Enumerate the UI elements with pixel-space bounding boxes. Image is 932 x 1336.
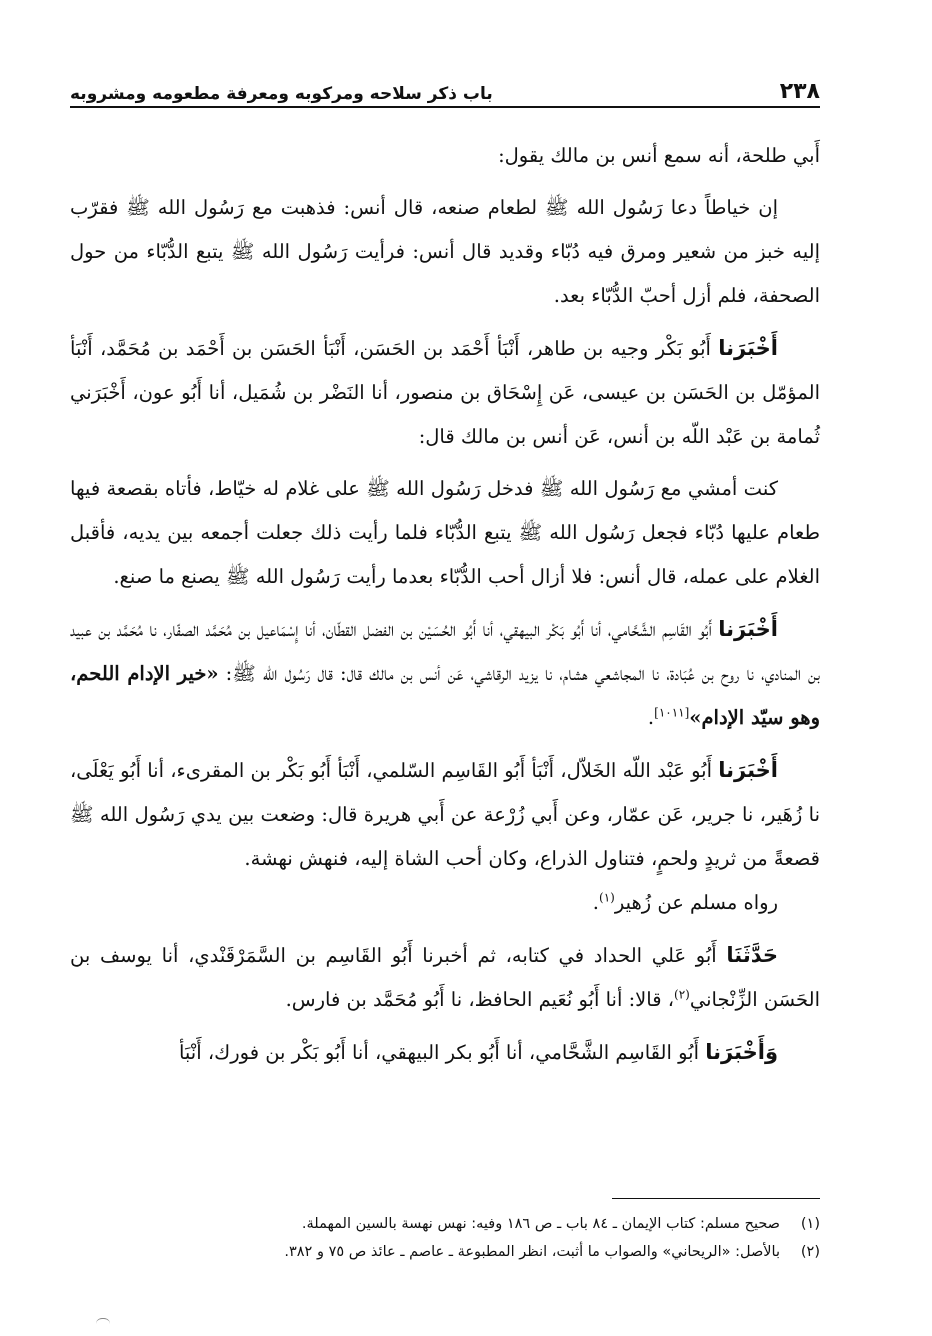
footnote-number: (٢) <box>800 1244 820 1260</box>
main-text <box>70 134 820 1075</box>
footnote-ref-1[interactable]: (١) <box>599 890 615 905</box>
paragraph-7-end: . <box>592 891 599 914</box>
running-head <box>70 70 820 104</box>
paragraph-5 <box>70 607 820 740</box>
paragraph-7 <box>70 881 820 925</box>
paragraph-1: أَبي طلحة، أنه سمع أنس بن مالك يقول: <box>498 144 820 167</box>
paragraph-7-text: رواه مسلم عن زُهير <box>614 891 778 914</box>
footnotes <box>70 1210 820 1266</box>
paragraph-4: كنت أمشي مع رَسُول الله ﷺ فدخل رَسُول الله ﷺ على غلام له خيّاط، فأتاه بقصعة فيها طعام عليها دُبّاء فجعل رَسُول الله ﷺ يتبع الدُّبّاء فلما رأيت ذلك جعلت أجمعه بين يديه، فأقبل الغلام على عمله، قال أنس: فلا أزال أحب الدُّبّاء بعدما رأيت رَسُول الله ﷺ يصنع ما صنع. <box>70 477 820 588</box>
footnote-ref-2[interactable]: (٢) <box>674 987 690 1002</box>
paragraph-8-end: ، قالا: أنا أَبُو نُعَيم الحافظ، نا أَبُو مُحَمَّد بن فارس. <box>285 988 675 1011</box>
footnote-text: صحيح مسلم: كتاب الإيمان ـ ٨٤ باب ـ ص ١٨٦ وفيه: نهس نهسة بالسين المهملة. <box>301 1216 780 1232</box>
hadith-number: [١٠١١] <box>654 705 690 720</box>
page-corner-mark <box>96 1318 110 1325</box>
paragraph-6 <box>70 748 820 881</box>
paragraph-6-text: أَبُو عَبْد اللّه الخَلاّل، أَنْبَأ أَبُو القَاسِم السّلمي، أَنْبَأ أَبُو بَكْر بن المقرىء، أنا أَبُو يَعْلَى، نا زُهَير، نا جرير، عَن عمّار، وعن أَبي زُرْعة عن أَبي هريرة قال: وضعت بين يدي رَسُول الله ﷺ قصعةً من ثريدٍ ولحمٍ، فتناول الذراع، وكان أحب الشاة إليه، فنهش نهشة. <box>70 759 820 870</box>
header-rule <box>70 106 820 108</box>
paragraph-5-end: . <box>647 706 655 729</box>
narration-keyword: وَأَخْبَرَنا <box>705 1040 778 1064</box>
paragraph-3 <box>70 326 820 459</box>
paragraph-8 <box>70 933 820 1022</box>
narration-keyword: أَخْبَرَنا <box>718 336 778 360</box>
footnote-text: بالأصل: «الريحاني» والصواب ما أثبت، انظر المطبوعة ـ عاصم ـ عائذ ص ٧٥ و ٣٨٢. <box>284 1244 780 1260</box>
page-number: ٢٣٨ <box>779 79 820 104</box>
chapter-title: باب ذكر سلاحه ومركوبه ومعرفة مطعومه ومشروبه <box>70 84 493 104</box>
narration-keyword: أَخْبَرَنا <box>718 617 778 641</box>
footnote-2 <box>70 1238 820 1266</box>
paragraph-9 <box>70 1030 820 1075</box>
narration-keyword: حَدَّثَنَا <box>726 943 778 967</box>
footnote-1 <box>70 1210 820 1238</box>
paragraph-8-text: أَبُو عَلي الحداد في كتابه، ثم أخبرنا أَبُو القَاسِم بن السَّمَرْقَنْدي، أنا يوسف بن الحَسَن الزِّنْجاني <box>70 944 820 1011</box>
paragraph-5-text: أَبُو القَاسِم الشَّحَّامي، أنا أَبُو بَكْر البيهقي، أنا أَبُو الحُسَيْن بن الفضل القطّان، أنا إِسْمَاعيل بن مُحَمَّد الصفّار، نا مُحَمَّد بن عبيد بن المنادي، نا روح بن عُبَادة، نا المجاشعي هشام، نا يزيد الرقاشي، عَن أنس بن مالك قال: قال رَسُول الله ﷺ: <box>70 618 820 685</box>
narration-keyword: أَخْبَرَنا <box>718 758 778 782</box>
paragraph-3-text: أَبُو بَكْر وجيه بن طاهر، أَنْبَأ أَحْمَد بن الحَسَن، أَنْبَأ الحَسَن بن أَحْمَد بن مُحَمَّد، أَنْبَأ المؤمّل بن الحَسَن بن عيسى، عَن إِسْحَاق بن منصور، أنا النَضْر بن شُمَيل، أنا أَبُو عون، أَخْبَرَني ثُمامة بن عَبْد اللّه بن أنس، عَن أنس بن مالك قال: <box>70 337 820 448</box>
footnote-rule <box>612 1198 820 1199</box>
paragraph-9-text: أَبُو القَاسِم الشَّحَّامي، أنا أَبُو بكر البيهقي، أنا أَبُو بَكْر بن فورك، أَنْبَأ <box>178 1041 706 1064</box>
hadith-quote: «خير الإدام اللحم، وهو سيّد الإدام» <box>70 662 820 729</box>
paragraph-2: إن خياطاً دعا رَسُول الله ﷺ لطعام صنعه، قال أنس: فذهبت مع رَسُول الله ﷺ فقرّب إليه خبز من شعير ومرق فيه دُبّاء وقديد قال أنس: فرأيت رَسُول الله ﷺ يتبع الدُّبّاء من حول الصحفة، فلم أزل أحبّ الدُّبّاء بعد. <box>70 196 820 307</box>
footnote-number: (١) <box>800 1216 820 1232</box>
